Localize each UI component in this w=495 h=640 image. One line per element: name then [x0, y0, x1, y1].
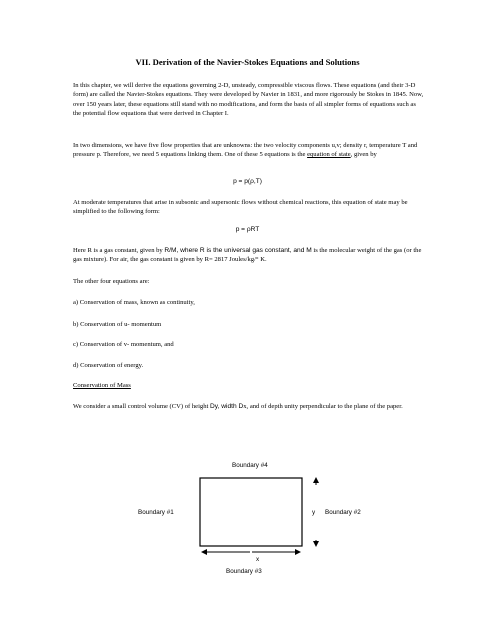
other-equations-intro: The other four equations are:	[73, 278, 150, 285]
equation-of-state: p = p(ρ,T)	[233, 178, 262, 185]
section-heading: Conservation of Mass	[73, 382, 131, 389]
list-item: d) Conservation of energy.	[73, 362, 144, 369]
x-dimension-label: x	[256, 556, 260, 563]
cv-text-a: We consider a small control volume (CV) of height	[73, 403, 210, 410]
list-item: a) Conservation of mass, known as continuity,	[73, 299, 195, 306]
boundary-2-label: Boundary #2	[325, 509, 361, 516]
page-title: VII. Derivation of the Navier-Stokes Equations and Solutions	[135, 57, 360, 67]
ideal-gas-equation: p = ρRT	[235, 226, 260, 233]
gas-constant-text-c: is the molecular weight of the gas (or the gas mixture). For air, the gas constant is given by R= 2817 Joules/kg/° K.	[73, 247, 422, 264]
cv-text-b: Dy, width D	[210, 403, 244, 410]
unknowns-text-pre: In two dimensions, we have five flow properties that are unknowns: the two velocity components u,v; density r, temperature T and pressure p. Therefore, we need 5 equations linking them. One of these 5 equations is the	[73, 142, 418, 159]
y-dimension-label: y	[312, 509, 316, 516]
list-item: c) Conservation of v- momentum, and	[73, 341, 174, 348]
control-volume-box	[200, 478, 302, 546]
gas-constant-text-a: Here R is a gas constant, given by	[73, 247, 165, 254]
boundary-1-label: Boundary #1	[138, 509, 174, 516]
intro-paragraph: In this chapter, we will derive the equations governing 2-D, unsteady, compressible viscous flows. These equations (and their 3-D form) are called the Navier-Stokes equations. They were developed by Navier in 1831, and more rigorously be Stokes in 1845. Now, over 150 years later, these equations still stand with no modifications, and form the basis of all simpler forms of equations such as the potential flow equations that were derived in Chapter I.	[73, 82, 424, 117]
unknowns-text-post: , given by	[350, 151, 377, 159]
boundary-4-label: Boundary #4	[232, 462, 268, 469]
equation-of-state-link: equation of state	[307, 151, 351, 159]
moderate-temperature-paragraph: At moderate temperatures that arise in subsonic and supersonic flows without chemical reactions, this equation of state may be simplified to the following form:	[73, 199, 408, 216]
cv-text-c: x, and of depth unity perpendicular to the plane of the paper.	[243, 403, 403, 410]
list-item: b) Conservation of u- momentum	[73, 321, 162, 328]
gas-constant-text-b: R/M, where R is the universal gas constant, and M	[164, 247, 312, 254]
boundary-3-label: Boundary #3	[226, 568, 262, 575]
